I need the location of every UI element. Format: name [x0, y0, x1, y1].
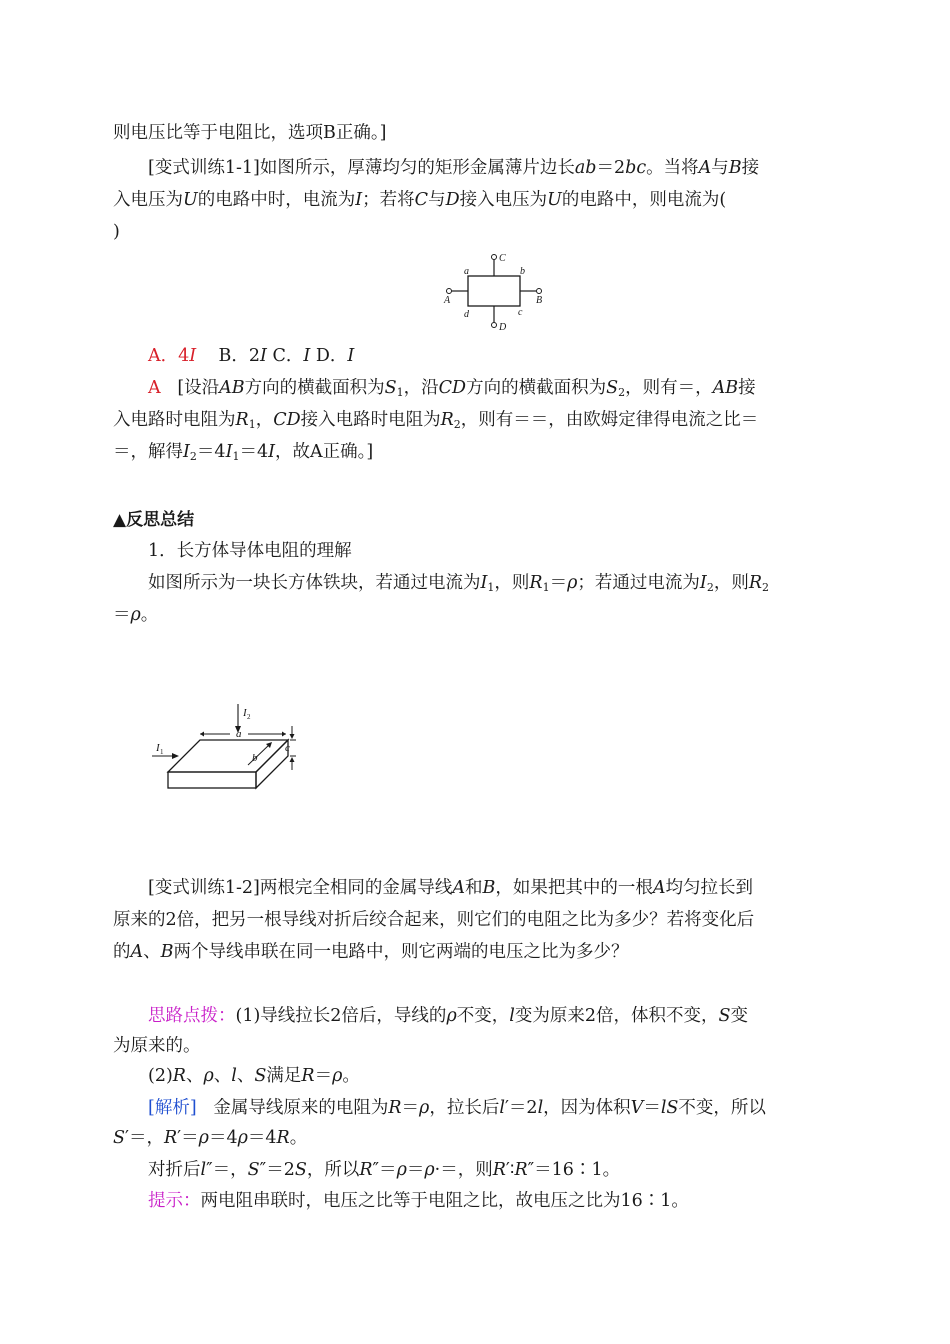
- options-line: [148, 344, 354, 368]
- exercise-1-1-line-1: [变式训练1-1]如图所示，厚薄均匀的矩形金属薄片边长ab＝2bc。当将A与B接: [148, 158, 760, 178]
- hint-label: 思路点拨：: [148, 1006, 236, 1026]
- summary-item-1: 1．长方体导体电阻的理解: [148, 541, 352, 561]
- option-d: D．I: [315, 346, 355, 366]
- cuboid-front-face: [168, 772, 256, 788]
- summary-heading: ▲反思总结: [113, 510, 195, 530]
- label-I1: I: [156, 742, 160, 754]
- answer-line-2: 入电路时电阻为$R_1$，CD接入电路时电阻为$R_2$，则有＝＝，由欧姆定律得电流之比＝: [113, 410, 759, 431]
- label-a: a: [464, 266, 469, 277]
- exercise-1-2-line-1: [变式训练1-2]两根完全相同的金属导线A和B，如果把其中的一根A均匀拉长到: [148, 878, 753, 898]
- summary-text-line-1: 如图所示为一块长方体铁块，若通过电流为$I_1$，则$R_1=\rho$；若通过电流为$I_2$，则$R_2$: [148, 573, 770, 594]
- analysis-line-1: [解析] 金属导线原来的电阻为R＝ρ，拉长后l′＝2l，因为体积V＝lS不变，所以: [148, 1098, 766, 1118]
- tip-line: 提示：两电阻串联时，电压之比等于电阻之比，故电压之比为16∶1。: [148, 1191, 689, 1211]
- answer-letter: A: [148, 378, 161, 398]
- summary-text-line-2: ＝ρ。: [113, 605, 159, 625]
- analysis-line-2: S′＝，R′＝ρ＝4ρ＝4R。: [113, 1128, 308, 1148]
- exercise-1-1-line-2: 入电压为U的电路中时，电流为I；若将C与D接入电压为U的电路中，则电流为(: [113, 190, 727, 210]
- label-I1-sub: 1: [160, 748, 164, 756]
- option-a: A．4I: [148, 346, 197, 366]
- label-a: a: [236, 728, 242, 740]
- label-d: d: [464, 309, 469, 320]
- option-b: B．2I: [218, 346, 267, 366]
- label-A: A: [444, 295, 451, 306]
- option-c: C．I: [272, 346, 311, 366]
- hint-line-1: 思路点拨：(1)导线拉长2倍后，导线的ρ不变，l变为原来2倍，体积不变，S变: [148, 1006, 748, 1026]
- label-b: b: [252, 752, 258, 764]
- label-D: D: [499, 322, 507, 333]
- text-line: 则电压比等于电阻比，选项B正确。]: [113, 123, 387, 143]
- cuboid-side-face: [256, 740, 288, 788]
- exercise-1-1-line-3: ): [113, 222, 120, 242]
- analysis-label: [解析]: [148, 1098, 197, 1118]
- tip-label: 提示：: [148, 1191, 201, 1211]
- label-C: C: [499, 253, 506, 264]
- label-B: B: [536, 295, 543, 306]
- label-c: c: [285, 742, 290, 754]
- label-I2: I: [243, 707, 247, 719]
- label-b: b: [520, 266, 525, 277]
- exercise-1-2-line-2: 原来的2倍，把另一根导线对折后绞合起来，则它们的电阻之比为多少？若将变化后: [113, 910, 755, 930]
- answer-line-3: ＝，解得$I_2=4I_1=4I$，故A正确。]: [113, 442, 374, 463]
- analysis-line-3: 对折后l″＝，S″＝2S，所以R″＝ρ＝ρ·＝，则R′∶R″＝16∶1。: [148, 1160, 621, 1180]
- answer-line-1: A [设沿AB方向的横截面积为$S_1$，沿CD方向的横截面积为$S_2$，则有＝，AB接: [148, 378, 756, 399]
- cuboid-figure: [148, 698, 308, 794]
- sheet-rect: [468, 276, 520, 306]
- label-I2-sub: 2: [247, 713, 251, 721]
- label-c: c: [518, 307, 523, 318]
- exercise-1-2-line-3: 的A、B两个导线串联在同一电路中，则它两端的电压之比为多少？: [113, 942, 629, 962]
- metal-sheet-figure: [440, 248, 560, 336]
- hint-line-3: (2)R、ρ、l、S满足R＝ρ。: [148, 1066, 360, 1086]
- hint-line-2: 为原来的。: [113, 1036, 201, 1056]
